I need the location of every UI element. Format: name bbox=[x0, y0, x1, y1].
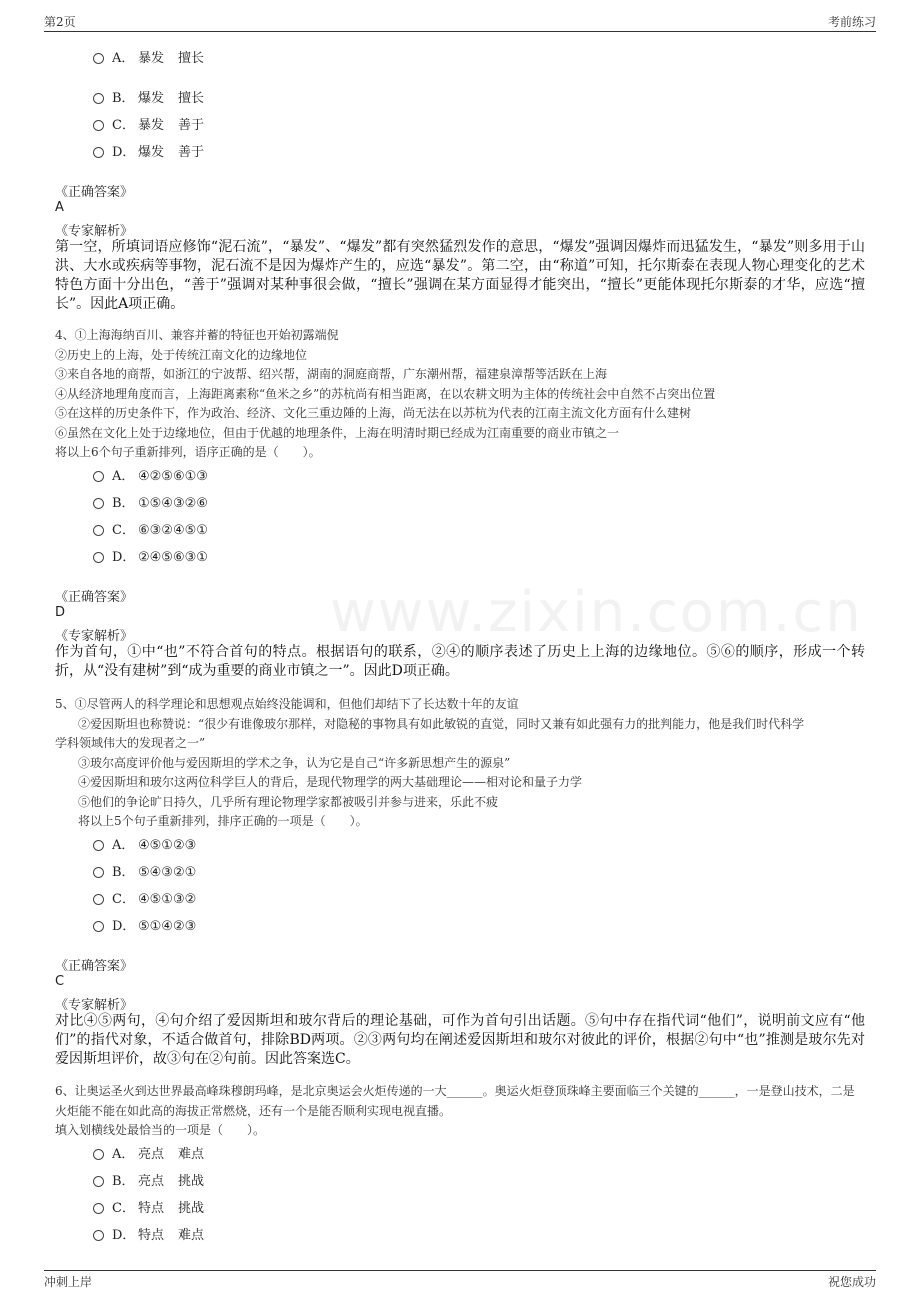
radio-icon[interactable] bbox=[93, 1203, 104, 1214]
q4-option-b[interactable]: B． ①⑤④③②⑥ bbox=[93, 492, 208, 510]
q4-analysis: 作为首句，①中“也”不符合首句的特点。根据语句的联系，②④的顺序表述了历史上上海的边缘地位。⑤⑥的顺序，形成一个转折，从“没有建树”到“成为重要的商业市镇之一”。因此D项正确。 bbox=[55, 644, 865, 679]
radio-icon[interactable] bbox=[93, 894, 104, 905]
q6-prompt: 填入划横线处最恰当的一项是（ ）。 bbox=[55, 1123, 266, 1137]
q3-option-d[interactable]: D． 爆发 善于 bbox=[93, 141, 204, 159]
q4-line-6: ⑥虽然在文化上处于边缘地位，但由于优越的地理条件，上海在明清时期已经成为江南重要的商业市镇之一 bbox=[55, 426, 620, 440]
q3-option-c[interactable]: C． 暴发 善于 bbox=[93, 114, 204, 132]
q3-analysis-label: 《专家解析》 bbox=[55, 224, 134, 239]
radio-icon[interactable] bbox=[93, 840, 104, 851]
q5-line-1: 5、①尽管两人的科学理论和思想观点始终没能调和，但他们却结下了长达数十年的友谊 bbox=[55, 697, 519, 711]
q4-prompt: 将以上6个句子重新排列，语序正确的是（ ）。 bbox=[55, 445, 321, 459]
q3-analysis: 第一空，所填词语应修饰“泥石流”，“暴发”、“爆发”都有突然猛烈发作的意思，“爆发”强调因爆炸而迅猛发生，“暴发”则多用于山洪、大水或疾病等事物，泥石流不是因为爆炸产生的，应选“暴发”。第二空，由“称道”可知，托尔斯泰在表现人物心理变化的艺术特色方面十分出色，“善于”强调对某种事很会做，“擅长”强调在某方面显得才能突出，“擅长”更能体现托尔斯泰的才华，应选“擅长”。因此A项正确。 bbox=[55, 239, 865, 312]
radio-icon[interactable] bbox=[93, 498, 104, 509]
q4-option-d[interactable]: D． ②④⑤⑥③① bbox=[93, 546, 208, 564]
header-title: 考前练习 bbox=[827, 15, 876, 29]
radio-icon[interactable] bbox=[93, 471, 104, 482]
q3-option-a[interactable]: A． 暴发 擅长 bbox=[93, 47, 204, 65]
footer-divider bbox=[44, 1270, 876, 1271]
radio-icon[interactable] bbox=[93, 93, 104, 104]
q6-option-a[interactable]: A． 亮点 难点 bbox=[93, 1143, 204, 1161]
q4-analysis-label: 《专家解析》 bbox=[55, 629, 134, 644]
page-number: 第2页 bbox=[44, 15, 76, 29]
q3-option-b[interactable]: B． 爆发 擅长 bbox=[93, 87, 204, 105]
q5-line-2-cont: 学科领域伟大的发现者之一” bbox=[55, 736, 206, 750]
q5-option-c[interactable]: C． ④⑤①③② bbox=[93, 888, 196, 906]
q6-option-c[interactable]: C． 特点 挑战 bbox=[93, 1197, 204, 1215]
q6-option-b[interactable]: B． 亮点 挑战 bbox=[93, 1170, 204, 1188]
radio-icon[interactable] bbox=[93, 1176, 104, 1187]
q4-option-c[interactable]: C． ⑥③②④⑤① bbox=[93, 519, 208, 537]
header-divider bbox=[44, 31, 876, 32]
radio-icon[interactable] bbox=[93, 1149, 104, 1160]
q5-analysis: 对比④⑤两句，④句介绍了爱因斯坦和玻尔背后的理论基础，可作为首句引出话题。⑤句中存在指代词“他们”，说明前文应有“他们”的指代对象，不适合做首句，排除BD两项。②③两句均在阐述爱因斯坦和玻尔对彼此的评价，根据②句中“也”推测是玻尔先对爱因斯坦评价，故③句在②句前。因此答案选C。 bbox=[55, 1013, 865, 1067]
footer-left: 冲刺上岸 bbox=[44, 1275, 93, 1289]
q5-prompt: 将以上5个句子重新排列，排序正确的一项是（ ）。 bbox=[78, 814, 368, 828]
q4-line-3: ③来自各地的商帮，如浙江的宁波帮、绍兴帮，湖南的洞庭商帮，广东潮州帮，福建泉漳帮等活跃在上海 bbox=[55, 367, 608, 381]
radio-icon[interactable] bbox=[93, 867, 104, 878]
q4-line-4: ④从经济地理角度而言，上海距离素称“鱼米之乡”的苏杭尚有相当距离，在以农耕文明为主体的传统社会中自然不占突出位置 bbox=[55, 387, 716, 401]
q5-option-d[interactable]: D． ⑤①④②③ bbox=[93, 915, 196, 933]
radio-icon[interactable] bbox=[93, 525, 104, 536]
radio-icon[interactable] bbox=[93, 1230, 104, 1241]
radio-icon[interactable] bbox=[93, 921, 104, 932]
q5-answer-label: 《正确答案》 bbox=[55, 959, 134, 974]
radio-icon[interactable] bbox=[93, 53, 104, 64]
q4-option-a[interactable]: A． ④②⑤⑥①③ bbox=[93, 465, 208, 483]
footer-right: 祝您成功 bbox=[827, 1275, 876, 1289]
q3-answer-label: 《正确答案》 bbox=[55, 185, 134, 200]
q4-answer: D bbox=[55, 605, 66, 620]
q5-line-2: ②爱因斯坦也称赞说：“很少有谁像玻尔那样，对隐秘的事物具有如此敏锐的直觉，同时又兼有如此强有力的批判能力，他是我们时代科学 bbox=[78, 717, 805, 731]
q4-line-1: 4、①上海海纳百川、兼容并蓄的特征也开始初露端倪 bbox=[55, 328, 339, 342]
q6-stem: 6、让奥运圣火到达世界最高峰珠穆朗玛峰，是北京奥运会火炬传递的一大______。奥运火炬登顶珠峰主要面临三个关键的______，一是登山技术，二是火炬能不能在如此高的海拔正常燃烧，还有一个是能否顺利实现电视直播。 bbox=[55, 1084, 855, 1118]
q4-line-5: ⑤在这样的历史条件下，作为政治、经济、文化三重边陲的上海，尚无法在以苏杭为代表的江南主流文化方面有什么建树 bbox=[55, 406, 692, 420]
q5-answer: C bbox=[55, 974, 65, 989]
q5-option-b[interactable]: B． ⑤④③②① bbox=[93, 861, 196, 879]
radio-icon[interactable] bbox=[93, 552, 104, 563]
q3-answer: A bbox=[55, 200, 64, 215]
watermark: www.zixin.com.cn bbox=[330, 580, 863, 645]
q6-option-d[interactable]: D． 特点 难点 bbox=[93, 1224, 204, 1242]
q5-line-5: ⑤他们的争论旷日持久，几乎所有理论物理学家都被吸引并参与进来，乐此不疲 bbox=[78, 795, 499, 809]
q5-line-4: ④爱因斯坦和玻尔这两位科学巨人的背后，是现代物理学的两大基础理论——相对论和量子力学 bbox=[78, 775, 583, 789]
q4-answer-label: 《正确答案》 bbox=[55, 590, 134, 605]
q5-analysis-label: 《专家解析》 bbox=[55, 998, 134, 1013]
q4-line-2: ②历史上的上海，处于传统江南文化的边缘地位 bbox=[55, 348, 308, 362]
q5-option-a[interactable]: A． ④⑤①②③ bbox=[93, 834, 196, 852]
radio-icon[interactable] bbox=[93, 120, 104, 131]
radio-icon[interactable] bbox=[93, 147, 104, 158]
q5-line-3: ③玻尔高度评价他与爱因斯坦的学术之争，认为它是自己“许多新思想产生的源泉” bbox=[78, 756, 511, 770]
